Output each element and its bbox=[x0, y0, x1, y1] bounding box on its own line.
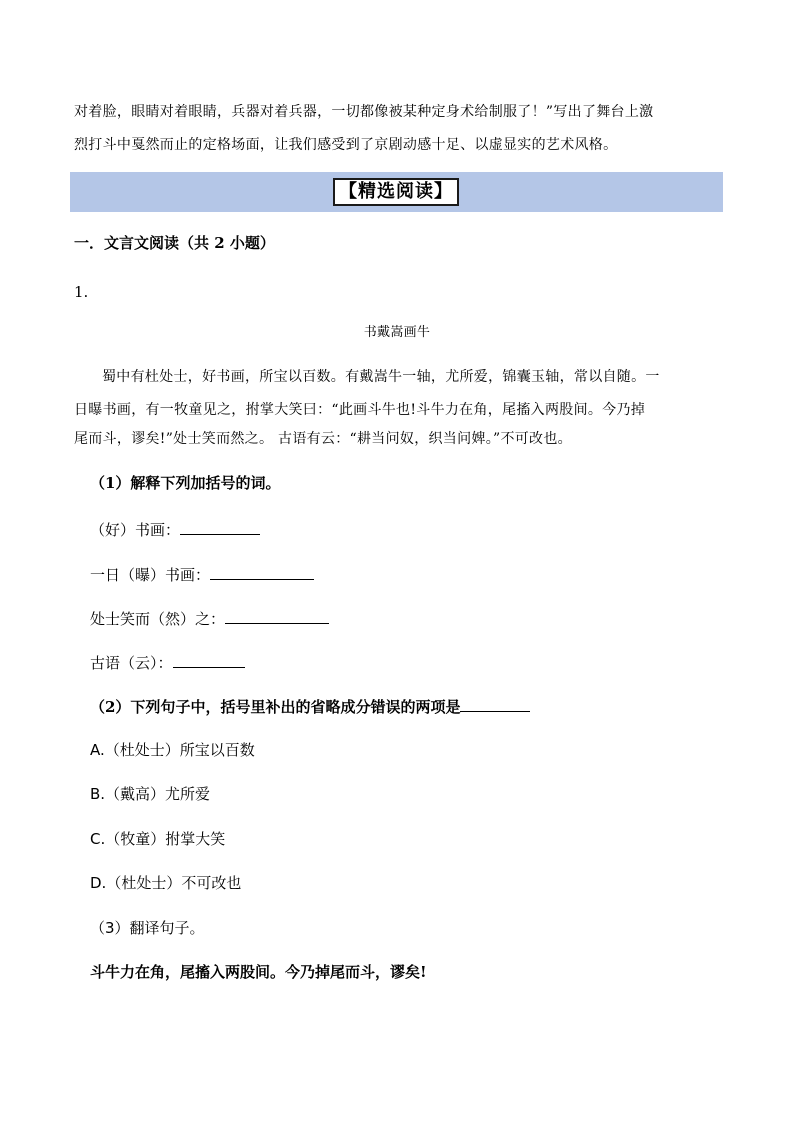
sub1-item-2 bbox=[90, 563, 314, 585]
sub1-item-4 bbox=[90, 651, 245, 673]
answer-blank-4[interactable] bbox=[173, 651, 245, 668]
intro-line-1: 对着脸，眼睛对着眼睛，兵器对着兵器，一切都像被某种定身术给制服了！”写出了舞台上激 bbox=[74, 104, 654, 120]
sub2-option-a: A.（杜处士）所宝以百数 bbox=[90, 741, 255, 759]
passage-title: 书戴嵩画牛 bbox=[363, 325, 431, 340]
answer-blank-1[interactable] bbox=[180, 518, 260, 535]
banner-title: 【精选阅读】 bbox=[333, 178, 459, 206]
sub3-sentence: 斗牛力在角，尾搐入两股间。今乃掉尾而斗，谬矣! bbox=[90, 963, 427, 981]
sub1-item-2-label: 一日（曝）书画： bbox=[90, 566, 211, 584]
passage-line-2: 日曝书画，有一牧童见之，拊掌大笑曰：“此画斗牛也!斗牛力在角，尾搐入两股间。今乃掉 bbox=[74, 402, 646, 418]
sub1-item-1 bbox=[90, 518, 260, 540]
sub2-option-b: B.（戴高）尤所爱 bbox=[90, 785, 211, 803]
sub2-prompt-row bbox=[90, 695, 530, 717]
sub1-item-3-label: 处士笑而（然）之： bbox=[90, 610, 226, 628]
intro-line-2: 烈打斗中戛然而止的定格场面，让我们感受到了京剧动感十足、以虚显实的艺术风格。 bbox=[74, 137, 618, 153]
sub1-prompt: （1）解释下列加括号的词。 bbox=[90, 474, 281, 492]
sub2-option-d: D.（杜处士）不可改也 bbox=[90, 874, 242, 892]
answer-blank-5[interactable] bbox=[460, 695, 530, 712]
question-number: 1. bbox=[74, 283, 89, 301]
sub1-item-3 bbox=[90, 607, 329, 629]
sub1-item-4-label: 古语（云）： bbox=[90, 654, 173, 672]
passage-line-1: 蜀中有杜处士，好书画，所宝以百数。有戴嵩牛一轴，尤所爱，锦囊玉轴，常以自随。一 bbox=[102, 369, 660, 385]
answer-blank-3[interactable] bbox=[225, 607, 329, 624]
passage-line-3: 尾而斗，谬矣!”处士笑而然之。 古语有云：“耕当问奴，织当问婢。”不可改也。 bbox=[74, 431, 572, 447]
sub3-prompt: （3）翻译句子。 bbox=[90, 919, 205, 937]
sub2-option-c: C.（牧童）拊掌大笑 bbox=[90, 830, 226, 848]
answer-blank-2[interactable] bbox=[210, 563, 314, 580]
sub2-prompt: （2）下列句子中，括号里补出的省略成分错误的两项是 bbox=[90, 698, 461, 716]
section-heading: 一．文言文阅读（共 2 小题） bbox=[74, 234, 275, 252]
sub1-item-1-label: （好）书画： bbox=[90, 521, 181, 539]
